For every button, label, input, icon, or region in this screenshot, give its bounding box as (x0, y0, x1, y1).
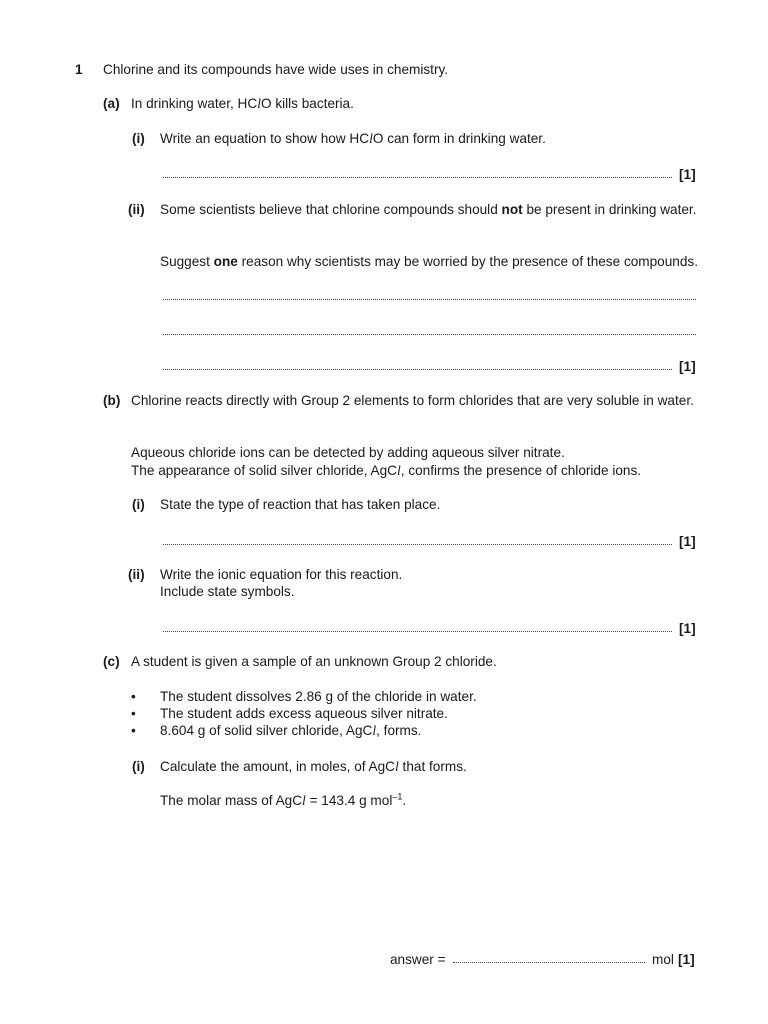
part-b-ii-label: (ii) (128, 567, 145, 582)
question-number: 1 (75, 62, 83, 77)
part-b-label: (b) (103, 393, 121, 408)
answer-line-a-ii-2[interactable] (163, 331, 696, 335)
mark-b-ii: [1] (679, 621, 696, 636)
mark-b-i: [1] (679, 534, 696, 549)
part-c-i-text: Calculate the amount, in moles, of AgCl that forms. (160, 759, 467, 774)
part-c-i-label: (i) (132, 759, 145, 774)
bullet-mark: • (131, 723, 136, 738)
part-b-ii-text2: Include state symbols. (160, 584, 295, 599)
part-a-i-text: Write an equation to show how HClO can form in drinking water. (160, 131, 546, 146)
answer-line-b-ii[interactable] (163, 628, 672, 632)
bullet-item-3: 8.604 g of solid silver chloride, AgCl, forms. (160, 723, 422, 738)
answer-field-c-i[interactable] (453, 959, 645, 963)
part-b-ii-text1: Write the ionic equation for this reaction. (160, 567, 403, 582)
bullet-item-1: The student dissolves 2.86 g of the chloride in water. (160, 689, 477, 704)
bullet-mark: • (131, 689, 136, 704)
part-a-ii-suggest: Suggest one reason why scientists may be worried by the presence of these compounds. (160, 254, 699, 269)
answer-line-b-i[interactable] (163, 541, 672, 545)
part-b-i-label: (i) (132, 497, 145, 512)
answer-label: answer = (390, 952, 446, 967)
part-c-text: A student is given a sample of an unknown Group 2 chloride. (131, 654, 497, 669)
part-b-text: Chlorine reacts directly with Group 2 elements to form chlorides that are very soluble in water. (131, 393, 694, 408)
mark-a-ii: [1] (679, 359, 696, 374)
bullet-item-2: The student adds excess aqueous silver nitrate. (160, 706, 448, 721)
part-b-line1: Aqueous chloride ions can be detected by adding aqueous silver nitrate. (131, 445, 565, 460)
bullet-mark: • (131, 706, 136, 721)
part-a-ii-label: (ii) (128, 202, 145, 217)
mark-a-i: [1] (679, 167, 696, 182)
answer-line-a-i[interactable] (163, 174, 672, 178)
part-a-label: (a) (103, 96, 120, 111)
answer-unit: mol (652, 952, 674, 967)
question-stem: Chlorine and its compounds have wide uses in chemistry. (103, 62, 449, 77)
part-a-text: In drinking water, HClO kills bacteria. (131, 96, 354, 111)
part-c-label: (c) (103, 654, 120, 669)
answer-line-a-ii-3[interactable] (163, 366, 672, 370)
mark-c-i: [1] (678, 952, 695, 967)
answer-line-a-ii-1[interactable] (163, 296, 696, 300)
molar-mass-note: The molar mass of AgCl = 143.4 g mol$^{-1}$. (160, 791, 407, 808)
part-a-i-label: (i) (132, 131, 145, 146)
part-b-line2: The appearance of solid silver chloride, AgCl, confirms the presence of chloride ions. (131, 463, 642, 478)
part-a-ii-text: Some scientists believe that chlorine compounds should not be present in drinking water. (160, 202, 697, 217)
part-b-i-text: State the type of reaction that has taken place. (160, 497, 441, 512)
